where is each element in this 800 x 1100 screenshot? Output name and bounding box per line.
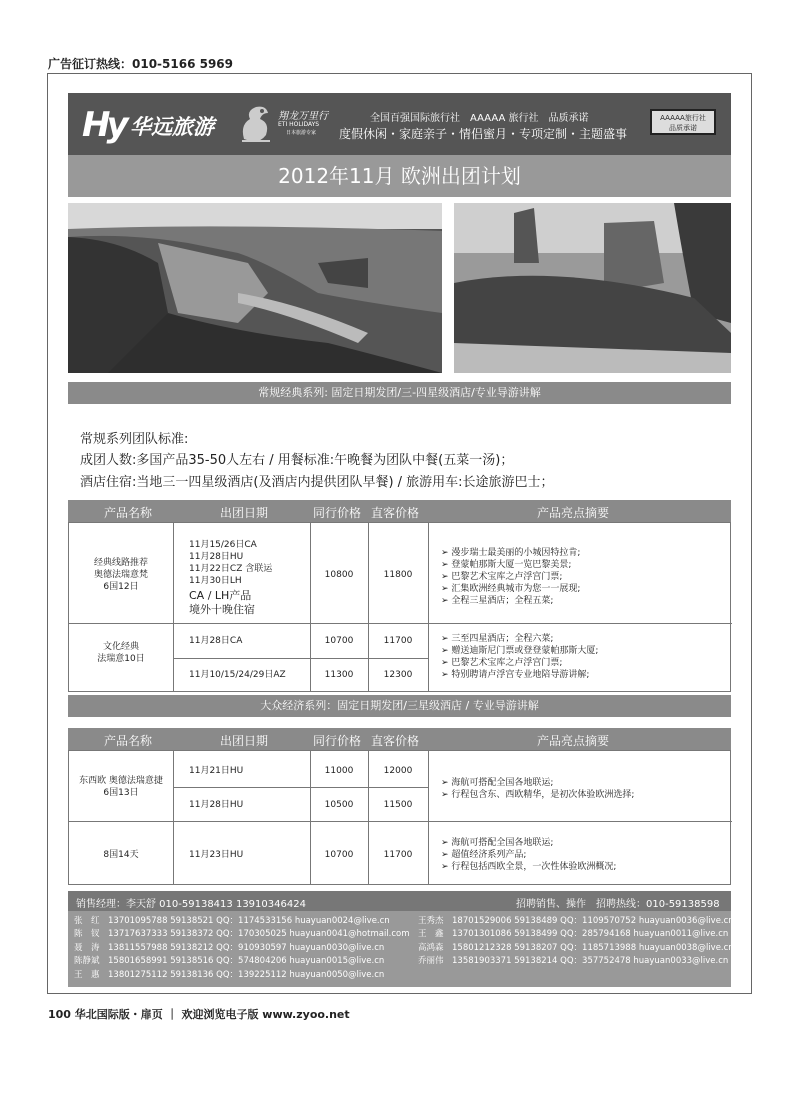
col-dates: 出团日期 [220, 506, 269, 520]
col-direct-price: 直客价格 [371, 734, 420, 748]
brand-name: 华远旅游 [130, 115, 214, 139]
sales-manager: 销售经理：李天舒 010-59138413 13910346424 [76, 899, 306, 910]
staff-row: 陈静斌 15801658991 59138516 QQ：574804206 huayuan0015@live.cn [74, 956, 385, 967]
highlight-item: ➢ 赠送迪斯尼门票或登登蒙帕那斯大厦; [441, 645, 598, 657]
badge-line-2: 品质承诺 [669, 124, 697, 132]
brand-header [68, 93, 731, 155]
date-line: 11月22日CZ 含联运 [189, 564, 273, 574]
highlights-list [441, 777, 634, 801]
footer-topbar [68, 891, 731, 911]
tour-group-photo [454, 203, 731, 373]
product-name [69, 775, 173, 799]
coastal-town-photo [68, 203, 442, 373]
name-line: 6国12日 [103, 582, 139, 592]
peer-price: 11000 [324, 766, 354, 776]
staff-row: 王 惠 13801275112 59138136 QQ：139225112 huayuan0050@live.cn [74, 969, 385, 980]
section-classic-header: 常规经典系列: 固定日期发团/三-四星级酒店/专业导游讲解 [68, 382, 731, 404]
section-economy-header: 大众经济系列：固定日期发团/三星级酒店 / 专业导游讲解 [68, 695, 731, 717]
staff-row: 王 鑫 13701301086 59138499 QQ：285794168 huayuan0011@live.cn [418, 929, 729, 940]
header-slogan-2: 度假休闲・家庭亲子・情侣蜜月・专项定制・主题盛事 [339, 127, 628, 141]
name-line: 经典线路推荐 [93, 558, 148, 568]
highlight-item: ➢ 漫步瑞士最美丽的小城因特拉肯; [441, 547, 580, 559]
departure-date: 11月23日HU [189, 850, 244, 860]
col-peer-price: 同行价格 [313, 734, 362, 748]
product-name [69, 557, 173, 593]
highlight-item: ➢ 行程包括西欧全景，一次性体验欧洲概况; [441, 861, 616, 873]
highlights-list [441, 547, 580, 607]
col-dates: 出团日期 [220, 734, 269, 748]
name-line: 6国13日 [103, 788, 139, 798]
table1-header [68, 500, 731, 522]
col-product: 产品名称 [104, 734, 153, 748]
product-name [69, 641, 173, 665]
col-direct-price: 直客价格 [371, 506, 420, 520]
date-note: 境外十晚住宿 [189, 603, 255, 616]
staff-list-left [74, 915, 410, 982]
departure-date: 11月21日HU [189, 766, 244, 776]
direct-price: 11700 [383, 636, 413, 646]
highlight-item: ➢ 登蒙帕那斯大厦一览巴黎美景; [441, 559, 580, 571]
standards-line-2: 酒店住宿:当地三一四星级酒店(及酒店内提供团队早餐) / 旅游用车:长途旅游巴士； [80, 475, 554, 490]
contact-footer [68, 891, 734, 987]
highlight-item: ➢ 全程三星酒店；全程五菜; [441, 595, 580, 607]
direct-price: 11800 [383, 570, 413, 580]
peer-price: 10500 [324, 800, 354, 810]
departure-date: 11月10/15/24/29日AZ [189, 670, 286, 680]
product-name: 8国14天 [103, 850, 139, 860]
highlight-item: ➢ 汇集欧洲经典城市为您一一展现; [441, 583, 580, 595]
staff-row: 乔丽伟 13581903371 59138214 QQ：357752478 huayuan0033@live.cn [418, 956, 729, 967]
direct-price: 11700 [383, 850, 413, 860]
economy-table [68, 750, 731, 885]
highlights-list [441, 837, 616, 873]
dragon-logo-icon [236, 101, 276, 145]
eti-subtitle: 日本旅游专家 [286, 130, 317, 136]
recruit-hotline: 招聘销售、操作 招聘热线：010-59138598 [516, 899, 720, 910]
name-line: 奥德法瑞意梵 [93, 570, 148, 580]
highlight-item: ➢ 行程包含东、西欧精华，是初次体验欧洲选择; [441, 789, 634, 801]
highlight-item: ➢ 巴黎艺术宝库之卢浮宫门票; [441, 571, 580, 583]
page-footer: 100 华北国际版・扉页 ｜ 欢迎浏览电子版 www.zyoo.net [48, 1008, 350, 1021]
table2-header [68, 728, 731, 750]
direct-price: 12300 [383, 670, 413, 680]
col-highlights: 产品亮点摘要 [537, 506, 610, 520]
aaaaa-badge [650, 109, 716, 135]
staff-row: 高鸿森 15801212328 59138207 QQ：1185713988 huayuan0038@live.cn [418, 942, 734, 953]
header-slogan-1: 全国百强国际旅行社 AAAAA 旅行社 品质承诺 [370, 113, 589, 124]
staff-row: 陈 钗 13717637333 59138372 QQ：170305025 huayuan0041@hotmail.com [74, 929, 410, 940]
staff-row: 聂 涛 13811557988 59138212 QQ：910930597 huayuan0030@live.cn [74, 942, 385, 953]
highlights-list [441, 633, 598, 681]
highlight-item: ➢ 特别聘请卢浮宫专业地陪导游讲解; [441, 669, 598, 681]
name-line: 文化经典 [102, 642, 139, 652]
highlight-item: ➢ 海航可搭配全国各地联运; [441, 777, 634, 789]
peer-price: 10700 [324, 850, 354, 860]
peer-price: 10700 [324, 636, 354, 646]
col-peer-price: 同行价格 [313, 506, 362, 520]
date-line: 11月28日HU [189, 552, 244, 562]
eti-brand: 翔龙万里行 [278, 111, 328, 122]
peer-price: 11300 [324, 670, 354, 680]
badge-line-1: AAAAA旅行社 [660, 114, 706, 122]
name-line: 法瑞意10日 [97, 654, 145, 664]
direct-price: 12000 [383, 766, 413, 776]
date-line: 11月15/26日CA [189, 540, 257, 550]
departure-date: 11月28日CA [189, 636, 243, 646]
highlight-item: ➢ 超值经济系列产品; [441, 849, 616, 861]
staff-row: 张 红 13701095788 59138521 QQ：1174533156 huayuan0024@live.cn [74, 916, 390, 926]
staff-list-right [418, 915, 734, 969]
huayuan-logo-icon: Hy [82, 105, 125, 145]
col-highlights: 产品亮点摘要 [537, 734, 610, 748]
highlight-item: ➢ 三至四星酒店；全程六菜; [441, 633, 598, 645]
page-title: 2012年11月 欧洲出团计划 [68, 155, 731, 197]
date-note: CA / LH产品 [189, 589, 252, 602]
col-product: 产品名称 [104, 506, 153, 520]
name-line: 东西欧 奥德法瑞意捷 [79, 776, 163, 786]
staff-row: 王秀杰 18701529006 59138489 QQ：1109570752 huayuan0036@live.cn [418, 916, 734, 926]
departure-dates [189, 539, 272, 617]
classic-table [68, 522, 731, 692]
standards-title: 常规系列团队标准: [80, 432, 189, 447]
date-line: 11月30日LH [189, 576, 242, 586]
eti-english: ETI HOLIDAYS [278, 121, 320, 128]
highlight-item: ➢ 海航可搭配全国各地联运; [441, 837, 616, 849]
direct-price: 11500 [383, 800, 413, 810]
departure-date: 11月28日HU [189, 800, 244, 810]
highlight-item: ➢ 巴黎艺术宝库之卢浮宫门票; [441, 657, 598, 669]
standards-line-1: 成团人数:多国产品35-50人左右 / 用餐标准:午晚餐为团队中餐(五菜一汤)； [80, 453, 514, 468]
peer-price: 10800 [324, 570, 354, 580]
ad-hotline: 广告征订热线：010-5166 5969 [48, 57, 234, 71]
